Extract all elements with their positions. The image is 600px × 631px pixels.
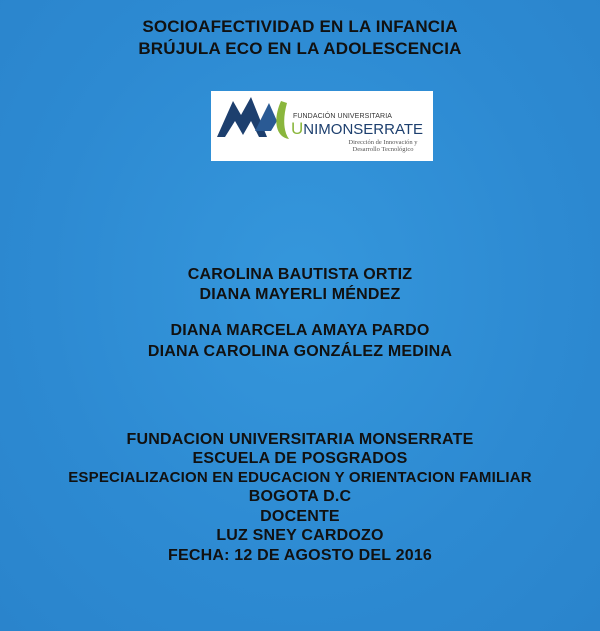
author-2: DIANA MAYERLI MÉNDEZ bbox=[199, 286, 401, 303]
teacher-name: LUZ SNEY CARDOZO bbox=[216, 527, 384, 544]
author-3: DIANA MARCELA AMAYA PARDO bbox=[170, 322, 430, 339]
logo-subtitle bbox=[333, 139, 433, 153]
school-name: ESCUELA DE POSGRADOS bbox=[192, 450, 408, 467]
university-logo bbox=[211, 91, 433, 161]
title-line-2: BRÚJULA ECO EN LA ADOLESCENCIA bbox=[138, 39, 462, 58]
logo-brand-initial: U bbox=[291, 119, 304, 138]
city: BOGOTA D.C bbox=[248, 488, 352, 505]
logo-top-text: FUNDACIÓN UNIVERSITARIA bbox=[293, 113, 393, 120]
author-1: CAROLINA BAUTISTA ORTIZ bbox=[187, 266, 413, 283]
logo-subtitle-line-1: Dirección de Innovación y bbox=[348, 139, 418, 146]
teacher-role-label: DOCENTE bbox=[260, 508, 340, 525]
program-name: ESPECIALIZACION EN EDUCACION Y ORIENTACION FAMILIAR bbox=[68, 469, 532, 486]
logo-subtitle-line-2: Desarrollo Tecnológico bbox=[352, 146, 414, 153]
title-line-1: SOCIOAFECTIVIDAD EN LA INFANCIA bbox=[142, 17, 458, 36]
date-line: FECHA: 12 DE AGOSTO DEL 2016 bbox=[167, 547, 433, 564]
author-4: DIANA CAROLINA GONZÁLEZ MEDINA bbox=[147, 343, 453, 360]
logo-brand bbox=[291, 119, 423, 139]
logo-brand-rest: NIMONSERRATE bbox=[303, 121, 424, 138]
institution-name: FUNDACION UNIVERSITARIA MONSERRATE bbox=[126, 431, 474, 448]
